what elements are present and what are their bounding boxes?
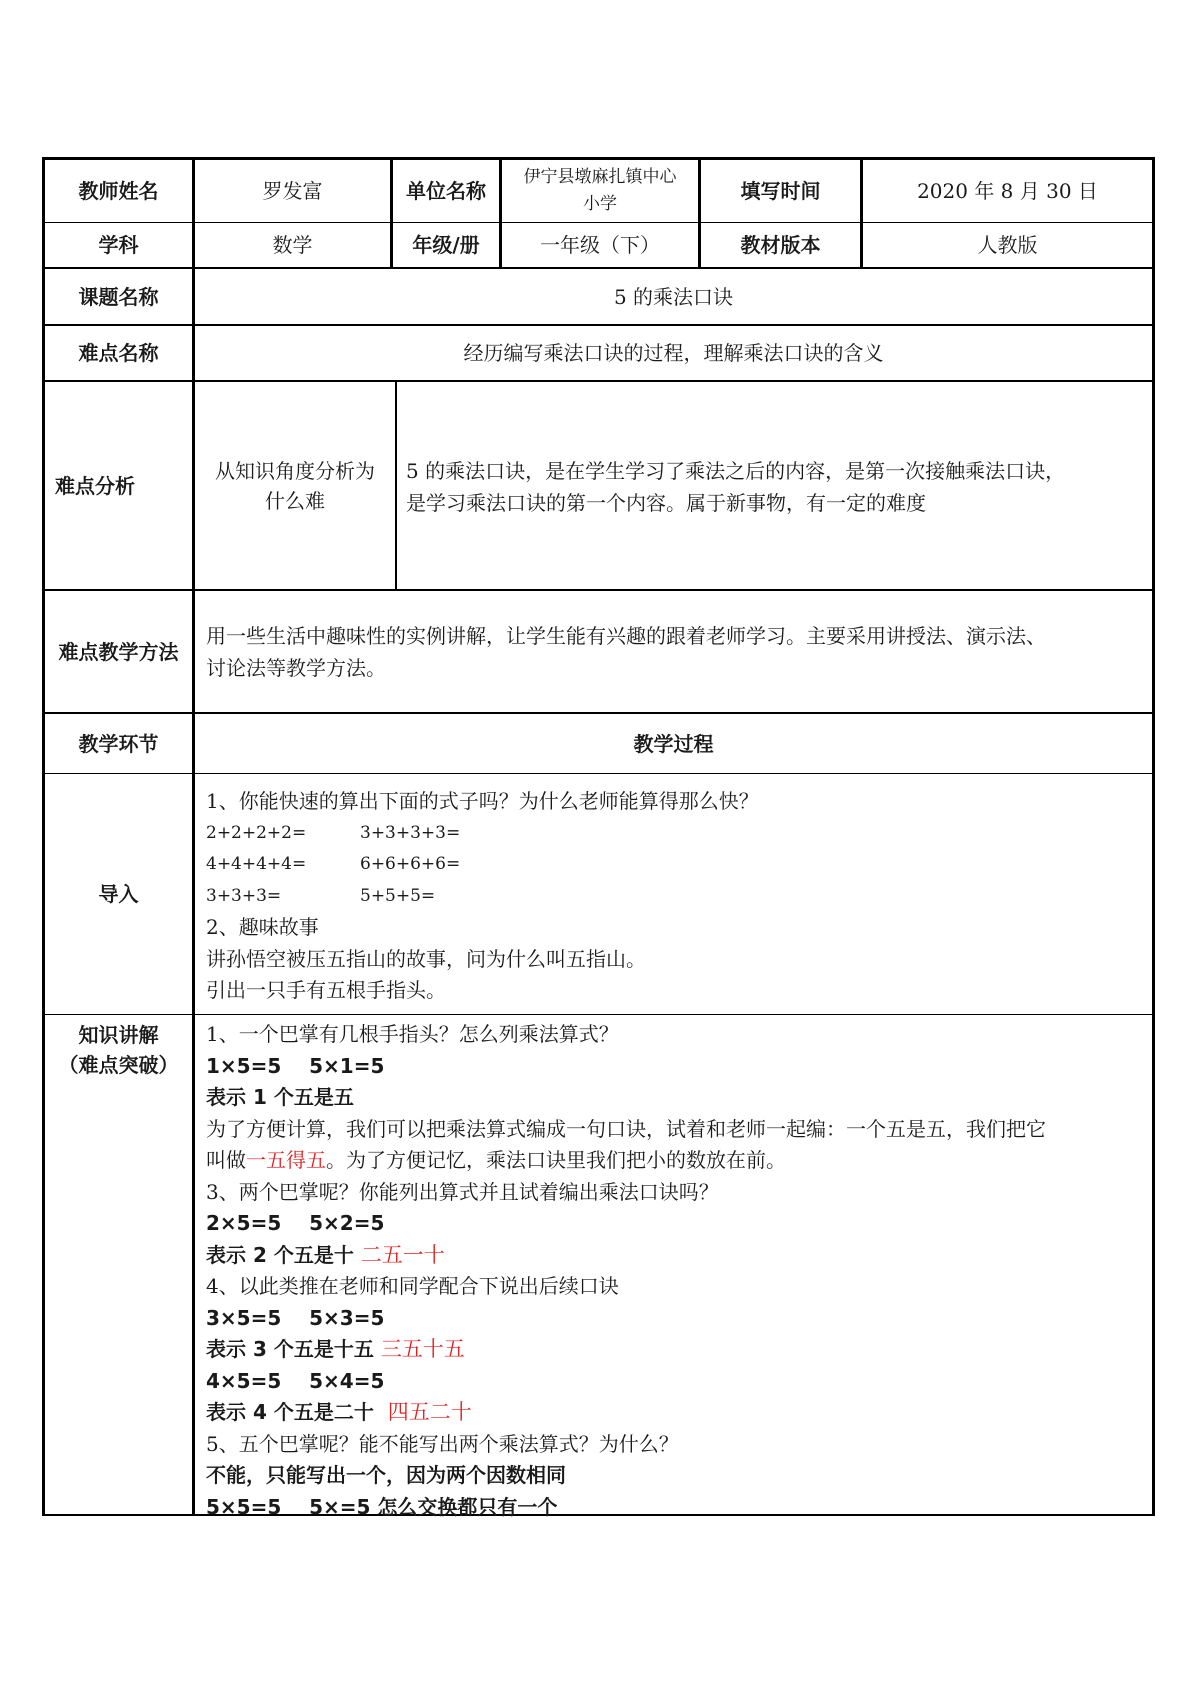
teacher-value: 罗发富 <box>262 179 323 203</box>
table-rule <box>42 1014 1155 1015</box>
grade-label: 年级/册 <box>412 233 480 257</box>
analysis-sub-label-line2: 什么难 <box>265 488 325 513</box>
knowledge-label-line1: 知识讲解 <box>78 1023 159 1047</box>
intro-question-2: 2、趣味故事 <box>206 915 319 939</box>
analysis-text <box>406 456 1065 519</box>
knowledge-line: 为了方便计算，我们可以把乘法算式编成一句口诀，试着和老师一起编：一个五是五，我们把它 <box>206 1116 1046 1141</box>
topic-value: 5 的乘法口诀 <box>613 284 734 309</box>
knowledge-line <box>206 1145 1046 1177</box>
intro-story-1: 讲孙悟空被压五指山的故事，问为什么叫五指山。 <box>206 946 646 971</box>
date-value: 2020 年 8 月 30 日 <box>917 179 1098 203</box>
edition-label: 教材版本 <box>740 233 821 257</box>
topic-label: 课题名称 <box>78 284 159 309</box>
difficulty-value: 经历编写乘法口诀的过程，理解乘法口诀的含义 <box>463 341 884 365</box>
knowledge-meaning: 表示 2 个五是十 <box>206 1242 361 1267</box>
intro-expr-row <box>206 818 759 850</box>
unit-value <box>502 160 698 222</box>
knowledge-meaning: 表示 4 个五是二十 <box>206 1400 388 1424</box>
intro-expr: 4+4+4+4= <box>206 854 307 874</box>
knowledge-equation: 2×5=5 5×2=5 <box>206 1211 385 1235</box>
analysis-sub-label <box>195 382 395 589</box>
knowledge-line: 1、一个巴掌有几根手指头？怎么列乘法算式？ <box>206 1022 619 1046</box>
knowledge-line: 3、两个巴掌呢？你能列出算式并且试着编出乘法口诀吗？ <box>206 1179 719 1204</box>
table-border-right <box>1152 157 1155 1516</box>
analysis-label: 难点分析 <box>55 473 135 498</box>
difficulty-label: 难点名称 <box>78 341 159 365</box>
intro-expr: 2+2+2+2= <box>206 822 307 843</box>
intro-expr-row <box>206 881 759 913</box>
unit-label: 单位名称 <box>406 179 486 203</box>
unit-value-line2: 小学 <box>583 194 617 214</box>
process-title: 教学过程 <box>633 731 714 756</box>
analysis-sub-label-line1: 从知识角度分析为 <box>215 458 375 483</box>
analysis-line2: 是学习乘法口诀的第一个内容。属于新事物，有一定的难度 <box>406 490 926 515</box>
knowledge-meaning: 表示 3 个五是十五 <box>206 1337 381 1361</box>
knowledge-rhyme: 一五得五 <box>246 1148 326 1172</box>
intro-label: 导入 <box>98 882 139 906</box>
knowledge-rhyme: 三五十五 <box>380 1337 465 1361</box>
process-step-label: 教学环节 <box>78 731 159 756</box>
knowledge-line <box>206 1240 1046 1272</box>
intro-expr: 3+3+3= <box>206 885 282 906</box>
knowledge-line <box>206 1334 1046 1366</box>
intro-question-1: 1、你能快速的算出下面的式子吗？为什么老师能算得那么快？ <box>206 789 759 813</box>
unit-value-line1: 伊宁县墩麻扎镇中心 <box>523 167 677 187</box>
knowledge-label-line2: （难点突破） <box>58 1053 179 1077</box>
intro-expr-row <box>206 849 759 881</box>
knowledge-text: 叫做 <box>206 1148 246 1172</box>
knowledge-answer: 不能，只能写出一个，因为两个因数相同 <box>206 1463 566 1487</box>
table-rule <box>42 589 1155 591</box>
method-line1: 用一些生活中趣味性的实例讲解，让学生能有兴趣的跟着老师学习。主要采用讲授法、演示法、 <box>206 624 1046 648</box>
intro-expr: 5+5+5= <box>360 885 436 906</box>
edition-value: 人教版 <box>977 233 1038 257</box>
method-label: 难点教学方法 <box>58 639 179 664</box>
date-label: 填写时间 <box>740 179 821 203</box>
knowledge-text: 。为了方便记忆，乘法口诀里我们把小的数放在前。 <box>326 1148 786 1172</box>
knowledge-equation: 4×5=5 5×4=5 <box>206 1368 385 1393</box>
method-line2: 讨论法等教学方法。 <box>206 655 386 680</box>
knowledge-equation: 5×5=5 5×=5 怎么交换都只有一个 <box>206 1494 558 1519</box>
method-text <box>206 621 1046 684</box>
intro-expr: 6+6+6+6= <box>360 854 461 874</box>
knowledge-line: 4、以此类推在老师和同学配合下说出后续口诀 <box>206 1274 619 1298</box>
teacher-label: 教师姓名 <box>78 179 159 203</box>
intro-expr: 3+3+3+3= <box>360 822 461 843</box>
knowledge-equation: 1×5=5 5×1=5 <box>206 1053 385 1078</box>
knowledge-line: 5、五个巴掌呢？能不能写出两个乘法算式？为什么？ <box>206 1431 679 1456</box>
analysis-line1: 5 的乘法口诀，是在学生学习了乘法之后的内容，是第一次接触乘法口诀， <box>406 459 1066 483</box>
grade-value: 一年级（下） <box>540 233 660 257</box>
intro-content <box>206 786 759 1007</box>
knowledge-line <box>206 1397 1046 1429</box>
table-rule <box>42 773 1155 774</box>
table-rule <box>395 380 397 590</box>
knowledge-rhyme: 四五二十 <box>387 1400 472 1424</box>
knowledge-content <box>206 1019 1046 1523</box>
knowledge-rhyme: 二五一十 <box>360 1242 445 1267</box>
knowledge-meaning: 表示 1 个五是五 <box>206 1085 354 1109</box>
subject-value: 数学 <box>272 233 313 257</box>
intro-story-2: 引出一只手有五根手指头。 <box>206 978 446 1002</box>
knowledge-equation: 3×5=5 5×3=5 <box>206 1305 385 1330</box>
knowledge-label <box>45 1018 192 1082</box>
subject-label: 学科 <box>98 233 139 257</box>
